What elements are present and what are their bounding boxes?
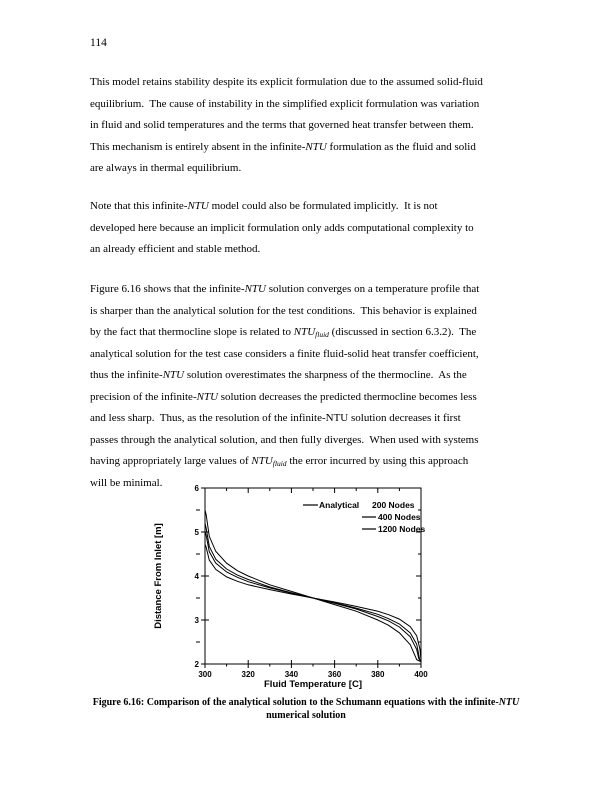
text-line (90, 94, 483, 116)
text-segment: NTU (162, 369, 185, 381)
text-segment: equilibrium. The cause of instability in the simplified explicit formulation was variation (90, 97, 480, 110)
x-axis-label: Fluid Temperature [C] (264, 679, 362, 690)
x-tick-label: 380 (371, 670, 385, 679)
text-segment: This mechanism is entirely absent in the infinite- (90, 140, 306, 153)
text-line (90, 451, 479, 473)
text-line (90, 344, 479, 366)
text-segment: NTU (293, 326, 316, 338)
text-line (90, 196, 474, 218)
text-segment: the error incurred by using this approach (286, 455, 469, 467)
legend-label: 400 Nodes (378, 512, 421, 522)
paragraph (90, 279, 479, 494)
y-tick-label: 6 (194, 484, 199, 493)
text-segment: NTU (196, 390, 219, 403)
text-line (90, 137, 483, 159)
text-segment: solution converges on a temperature profile that (266, 283, 480, 295)
text-line (90, 365, 479, 387)
text-segment: (discussed in section 6.3.2). The (328, 326, 477, 338)
text-segment: and less sharp. Thus, as the resolution of the infinite-NTU solution decreases it first (90, 412, 461, 424)
legend-label: Analytical (319, 500, 360, 510)
x-tick-label: 320 (241, 670, 255, 679)
legend-label: 1200 Nodes (378, 524, 426, 534)
x-tick-label: 300 (198, 670, 212, 679)
text-line (90, 72, 483, 94)
text-segment: fluid (315, 330, 329, 339)
text-segment: developed here because an implicit formulation only adds computational complexity to (90, 221, 474, 234)
text-line (90, 115, 483, 137)
series-line-1200-nodes (205, 544, 421, 659)
caption-line (0, 697, 612, 710)
text-line (90, 279, 479, 301)
text-segment: solution decreases the predicted thermocline becomes less (218, 390, 477, 403)
text-segment: in fluid and solid temperatures and the terms that governed heat transfer between them. (90, 119, 474, 131)
text-segment: are always in thermal equilibrium. (90, 162, 242, 174)
text-line (90, 301, 479, 323)
text-segment: Note that this infinite- (90, 200, 188, 212)
text-segment: passes through the analytical solution, and then fully diverges. When used with systems (90, 433, 479, 446)
y-tick-label: 5 (194, 528, 199, 537)
y-tick-label: 3 (194, 616, 199, 625)
text-segment: fluid (272, 459, 287, 468)
caption-line (0, 710, 612, 723)
paragraph (90, 196, 474, 261)
legend-label: 200 Nodes (372, 500, 415, 510)
text-segment: formulation as the fluid and solid (326, 140, 476, 153)
text-segment: model could also be formulated implicitly. It is not (208, 200, 438, 212)
text-segment: solution overestimates the sharpness of the thermocline. As the (184, 369, 467, 381)
figure-6-16 (145, 481, 475, 696)
text-segment: having appropriately large values of (90, 455, 252, 467)
x-tick-label: 340 (284, 670, 299, 679)
text-segment: analytical solution for the test case considers a finite fluid-solid heat transfer coefficient, (90, 347, 479, 360)
text-segment: Figure 6.16: Comparison of the analytical solution to the Schumann equations with the infinite- (92, 697, 499, 708)
text-segment: thus the infinite- (90, 369, 163, 381)
series-line-400-nodes (205, 532, 421, 661)
y-axis-label: Distance From Inlet [m] (153, 523, 164, 629)
text-segment: NTU (187, 200, 209, 212)
page-number: 114 (90, 37, 107, 49)
text-segment: NTU (244, 283, 266, 295)
text-segment: will be minimal. (90, 476, 163, 489)
thermocline-chart-svg (145, 481, 475, 696)
text-segment: is sharper than the analytical solution for the test conditions. This behavior is explained (90, 304, 477, 317)
text-segment: precision of the infinite- (90, 390, 197, 403)
text-line (90, 239, 474, 261)
x-tick-label: 400 (414, 670, 428, 679)
text-line (90, 218, 474, 240)
figure-caption (0, 697, 612, 722)
text-line (90, 387, 479, 409)
text-line (90, 158, 483, 180)
y-tick-label: 4 (194, 572, 199, 581)
text-segment: an already efficient and stable method. (90, 243, 261, 255)
y-tick-label: 2 (194, 660, 199, 669)
text-segment: NTU (305, 140, 327, 153)
text-segment: NTU (498, 697, 520, 708)
text-line (90, 430, 479, 452)
text-segment: Figure 6.16 shows that the infinite- (90, 283, 245, 295)
text-segment: This model retains stability despite its explicit formulation due to the assumed solid-fluid (90, 76, 483, 88)
text-line (90, 408, 479, 430)
paragraph (90, 72, 483, 180)
text-line (90, 322, 479, 344)
text-segment: numerical solution (266, 709, 346, 721)
text-segment: by the fact that thermocline slope is related to (90, 326, 294, 338)
series-line-analytical (205, 523, 421, 660)
x-tick-label: 360 (327, 670, 342, 679)
text-segment: NTU (251, 455, 273, 467)
